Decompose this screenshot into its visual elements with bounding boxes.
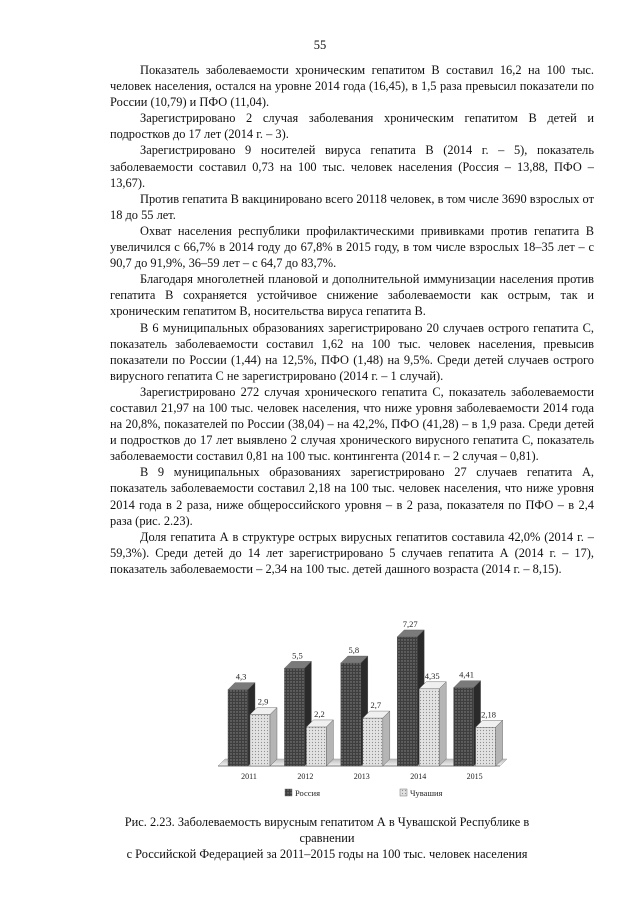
paragraph: В 9 муниципальных образованиях зарегистрировано 27 случаев гепатита А, показатель заболеваемости составил 2,18 на 100 тыс. человек населения, что ниже уровня 2014 года в 2 раза, ниже общероссийского уровня – в 2 раза, показателя по ПФО – в 2,4 раза (рис. 2.23). bbox=[110, 465, 594, 528]
legend-swatch-0 bbox=[285, 789, 292, 796]
bar-russia-2013 bbox=[341, 663, 361, 766]
legend-swatch-1 bbox=[400, 789, 407, 796]
bar-side-2012-1 bbox=[326, 720, 333, 766]
legend-label: Чувашия bbox=[410, 788, 443, 798]
data-label: 2,2 bbox=[314, 708, 325, 719]
caption-line: Рис. 2.23. Заболеваемость вирусным гепатитом А в Чувашской Республике в сравнении bbox=[124, 815, 530, 845]
paragraph: Зарегистрировано 2 случая заболевания хроническим гепатитом В детей и подростков до 17 лет (2014 г. – 3). bbox=[110, 111, 594, 142]
bar-side-2014-1 bbox=[439, 682, 446, 766]
x-tick-label: 2013 bbox=[353, 772, 370, 781]
paragraph: Охват населения республики профилактическими прививками против гепатита В увеличился с 66,7% в 2014 году до 67,8% в 2015 году, в том числе взрослых 18–35 лет – с 90,7 до 91,9%, 36–59 лет – с 64,7 до 83,7%. bbox=[110, 223, 594, 271]
bar-chuvashia-2014 bbox=[419, 689, 439, 766]
bar-chuvashia-2015 bbox=[476, 727, 496, 766]
data-label: 2,9 bbox=[257, 696, 269, 707]
bar-chart bbox=[200, 618, 520, 808]
data-label: 5,8 bbox=[348, 645, 360, 656]
bar-chuvashia-2013 bbox=[363, 718, 383, 766]
bar-side-2013-1 bbox=[383, 711, 390, 766]
bar-chuvashia-2012 bbox=[306, 727, 326, 766]
bar-russia-2012 bbox=[284, 668, 304, 766]
x-tick-label: 2015 bbox=[466, 772, 483, 781]
data-label: 2,7 bbox=[370, 700, 382, 711]
bar-side-2015-1 bbox=[496, 720, 503, 766]
caption-line: с Российской Федерацией за 2011–2015 годы на 100 тыс. человек населения bbox=[126, 847, 528, 861]
legend-label: Россия bbox=[295, 788, 320, 798]
paragraph: В 6 муниципальных образованиях зарегистрировано 20 случаев острого гепатита С, показатель заболеваемости составил 1,62 на 100 тыс. человек населения, превысив показатели по России (1,44) на 12,5%, ПФО (1,48) на 9,5%. Среди детей случаев острого вирусного гепатита С не зарегистрировано (2014 г. – 1 случай). bbox=[110, 320, 594, 383]
paragraph: Зарегистрировано 272 случая хронического гепатита С, показатель заболеваемости составил 21,97 на 100 тыс. человек населения, что ниже уровня заболеваемости 2014 года на 20,8%, показателей по России (38,04) – на 42,2%, ПФО (41,28) – в 1,9 раза. Среди детей и подростков до 17 лет выявлено 2 случая хронического вирусного гепатита С, показатель заболеваемости составил 0,81 на 100 тыс. контингента (2014 г. – 2 случая – 0,81). bbox=[110, 384, 594, 464]
data-label: 4,41 bbox=[459, 669, 475, 680]
bar-russia-2011 bbox=[228, 690, 248, 766]
data-label: 2,18 bbox=[481, 709, 497, 720]
x-tick-label: 2014 bbox=[410, 772, 427, 781]
paragraph: Против гепатита В вакцинировано всего 20118 человек, в том числе 3690 взрослых от 18 до 55 лет. bbox=[110, 191, 594, 222]
paragraph: Благодаря многолетней плановой и дополнительной иммунизации населения против гепатита В сохраняется устойчивое снижение заболеваемости как острым, так и хроническим гепатитом В, носительства вируса гепатита В. bbox=[110, 272, 594, 319]
data-label: 7,27 bbox=[402, 618, 418, 629]
body-text bbox=[110, 62, 594, 577]
data-label: 4,3 bbox=[235, 671, 247, 682]
bar-russia-2015 bbox=[454, 688, 474, 766]
chart-svg bbox=[200, 618, 520, 808]
data-label: 5,5 bbox=[292, 650, 303, 661]
paragraph: Зарегистрировано 9 носителей вируса гепатита В (2014 г. – 5), показатель заболеваемости составил 0,73 на 100 тыс. человек населения (Россия – 13,88, ПФО – 13,67). bbox=[110, 143, 594, 190]
bar-side-2011-1 bbox=[270, 708, 277, 766]
bar-chuvashia-2011 bbox=[250, 715, 270, 766]
x-tick-label: 2011 bbox=[241, 772, 257, 781]
paragraph: Показатель заболеваемости хроническим гепатитом В составил 16,2 на 100 тыс. человек населения, остался на уровне 2014 года (16,45), в 1,5 раза превысил показатели по России (10,79) и ПФО (11,04). bbox=[110, 63, 594, 110]
data-label: 4,35 bbox=[424, 670, 440, 681]
page-number: 55 bbox=[313, 38, 327, 52]
paragraph: Доля гепатита А в структуре острых вирусных гепатитов составила 42,0% (2014 г. – 59,3%). Среди детей до 14 лет зарегистрировано 5 случаев гепатита А (2014 г. – 17), показатель заболеваемости – 2,34 на 100 тыс. детей дашного возраста (2014 г. – 8,15). bbox=[110, 529, 594, 576]
figure-caption bbox=[100, 814, 554, 862]
bar-russia-2014 bbox=[397, 637, 417, 766]
x-tick-label: 2012 bbox=[297, 772, 314, 781]
